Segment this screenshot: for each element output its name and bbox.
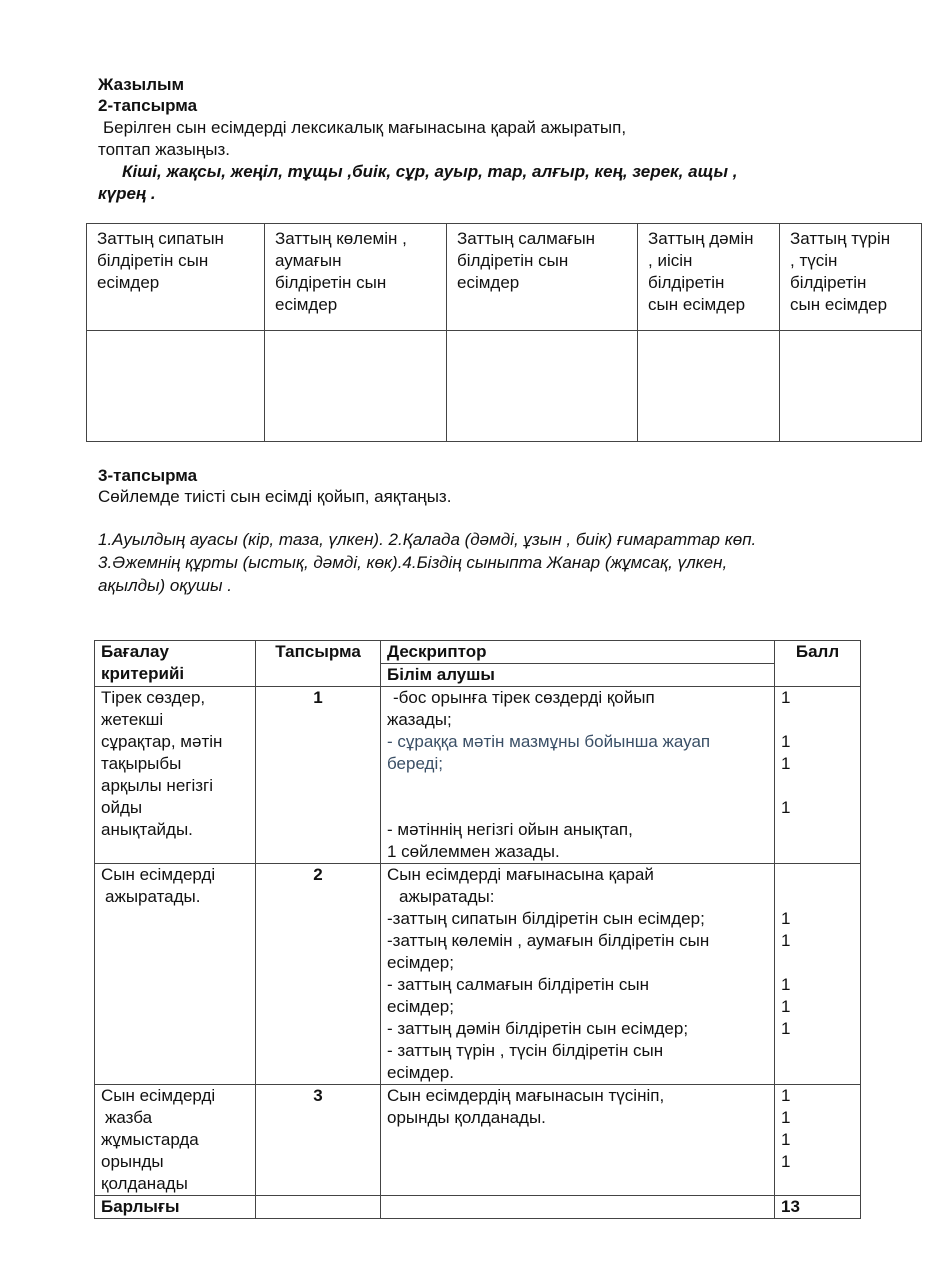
table-row [95, 687, 861, 864]
descriptor-cell: -бос орынға тірек сөздерді қойып жазады; - сұраққа мәтін мазмұны бойынша жауап береді; - мәтіннің негізгі ойын анықтап, 1 сөйлеммен жазады. [381, 687, 775, 864]
total-value: 13 [775, 1196, 861, 1219]
descriptor-cell: Сын есімдерді мағынасына қарай ажыратады: -заттың сипатын білдіретін сын есімдер; -заттың көлемін , аумағын білдіретін сын есімдер; - заттың салмағын білдіретін сын есімдер; - заттың дәмін білдіретін сын есімдер; - заттың түрін , түсін білдіретін сын есімдер. [381, 864, 775, 1085]
task3-instruction: Сөйлемде тиісті сын есімді қойып, аяқтаңыз. [98, 487, 452, 506]
total-label: Барлығы [95, 1196, 256, 1219]
answer-cell[interactable] [447, 331, 638, 442]
score-cell: 1 1 1 1 [775, 687, 861, 864]
score-cell: 1 1 1 1 [775, 1085, 861, 1196]
classification-header-cell: Заттың көлемін , аумағын білдіретін сын есімдер [265, 224, 447, 331]
task-number: 3 [256, 1085, 381, 1196]
total-row [95, 1196, 861, 1219]
table-row [95, 1085, 861, 1196]
answer-cell[interactable] [780, 331, 922, 442]
classification-header-cell: Заттың түрін , түсін білдіретін сын есімдер [780, 224, 922, 331]
criteria-header: Бағалау критерийі [95, 641, 256, 687]
task3-title: 3-тапсырма [98, 466, 198, 485]
criteria-cell: Тірек сөздер, жетекші сұрақтар, мәтін тақырыбы арқылы негізгі ойды анықтайды. [95, 687, 256, 864]
task2-instruction-line1: Берілген сын есімдерді лексикалық мағынасына қарай ажыратып, [103, 118, 627, 137]
task-number: 1 [256, 687, 381, 864]
answer-cell[interactable] [265, 331, 447, 442]
task2-words-line1: Кіші, жақсы, жеңіл, тұщы ,биік, сұр, ауыр, тар, алғыр, кең, зерек, ащы , [122, 162, 738, 181]
task-header: Тапсырма [256, 641, 381, 687]
classification-answer-row [87, 331, 922, 442]
classification-table [86, 223, 922, 442]
answer-cell[interactable] [87, 331, 265, 442]
task2-words-line2: күрең . [98, 184, 156, 203]
descriptor-cell: Сын есімдердің мағынасын түсініп, орынды қолданады. [381, 1085, 775, 1196]
task3-sentence-line2: 3.Әжемнің құрты (ыстық, дәмді, көк).4.Біздің сыныпта Жанар (жұмсақ, үлкен, [98, 553, 728, 572]
classification-header-cell: Заттың сипатын білдіретін сын есімдер [87, 224, 265, 331]
task3-sentence-line1: 1.Ауылдың ауасы (кір, таза, үлкен). 2.Қалада (дәмді, ұзын , биік) ғимараттар көп. [98, 530, 757, 549]
section-heading: Жазылым [98, 75, 185, 94]
assessment-table [94, 640, 861, 1219]
task-number: 2 [256, 864, 381, 1085]
table-row [95, 864, 861, 1085]
criteria-cell: Сын есімдерді жазба жұмыстарда орынды қолданады [95, 1085, 256, 1196]
task3-sentence-line3: ақылды) оқушы . [98, 576, 232, 595]
assessment-header-row [95, 641, 861, 664]
classification-header-cell: Заттың дәмін , иісін білдіретін сын есімдер [638, 224, 780, 331]
score-header: Балл [775, 641, 861, 687]
criteria-cell: Сын есімдерді ажыратады. [95, 864, 256, 1085]
descriptor-subheader: Білім алушы [381, 664, 775, 687]
classification-header-cell: Заттың салмағын білдіретін сын есімдер [447, 224, 638, 331]
task2-title: 2-тапсырма [98, 96, 198, 115]
score-cell: 1 1 1 1 1 [775, 864, 861, 1085]
answer-cell[interactable] [638, 331, 780, 442]
descriptor-header: Дескриптор [381, 641, 775, 664]
classification-header-row [87, 224, 922, 331]
task2-instruction-line2: топтап жазыңыз. [98, 140, 231, 159]
